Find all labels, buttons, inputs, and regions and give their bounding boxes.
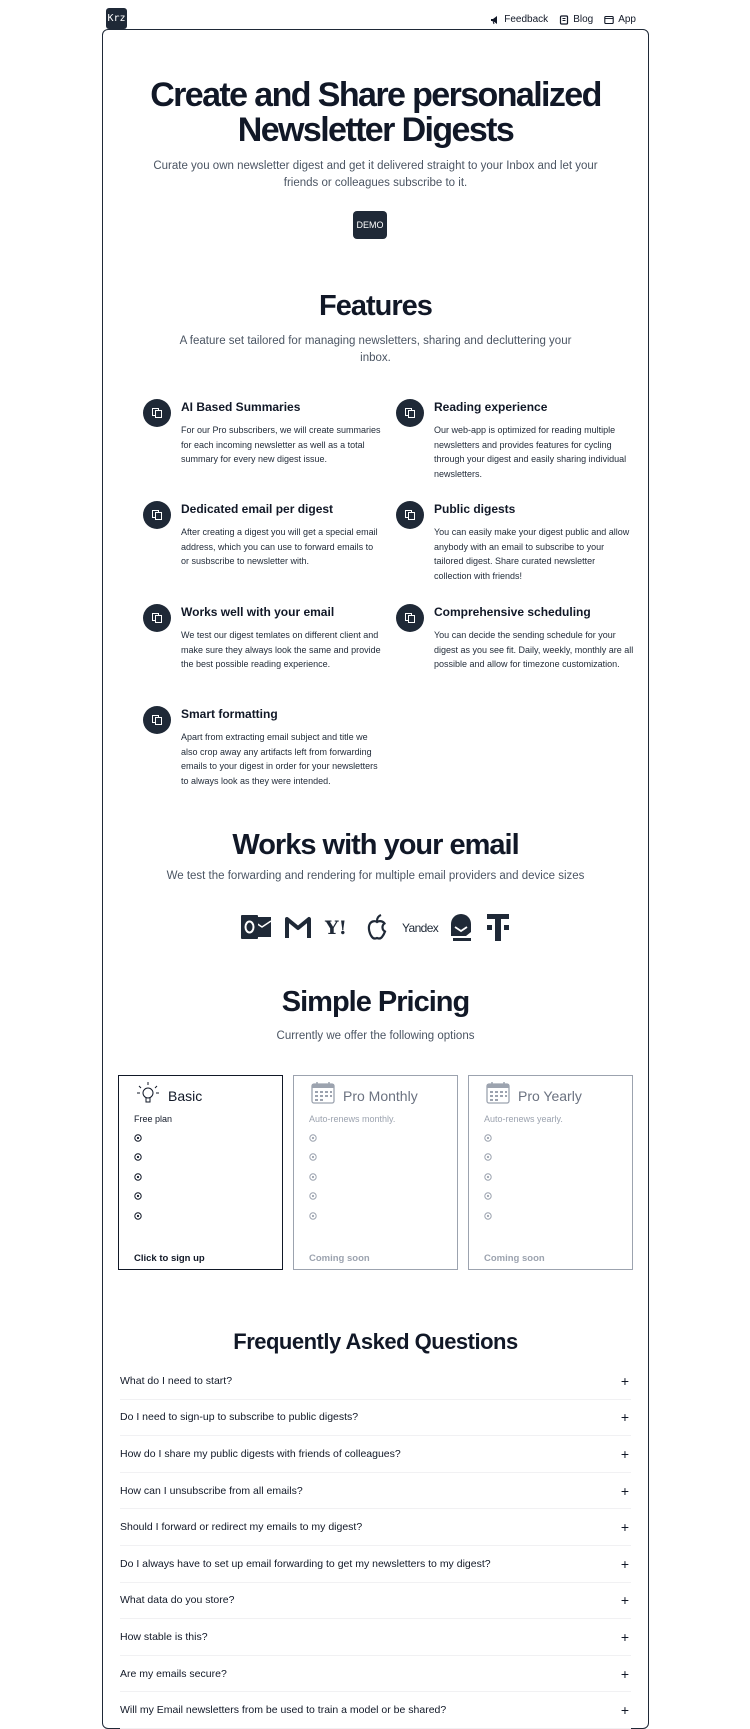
window-icon — [604, 15, 614, 25]
plan-features — [484, 1128, 492, 1226]
yandex-icon — [402, 912, 439, 942]
logo[interactable]: Krz — [106, 8, 127, 29]
check-circle-icon — [484, 1192, 492, 1200]
plan-feature — [484, 1167, 492, 1187]
faq-question: Will my Email newsletters from be used to train a model or be shared? — [120, 1704, 447, 1717]
plan-features — [134, 1128, 142, 1226]
check-circle-icon — [484, 1153, 492, 1161]
faq-item[interactable] — [120, 1583, 631, 1620]
copy-icon — [143, 399, 171, 427]
nav-app[interactable] — [604, 14, 636, 25]
feature-item — [181, 501, 381, 569]
features-title: Features — [319, 290, 432, 322]
svg-text:Yandex: Yandex — [402, 921, 439, 935]
check-circle-icon — [484, 1173, 492, 1181]
plan-card-pro-monthly — [293, 1075, 458, 1270]
faq-question: How stable is this? — [120, 1630, 208, 1643]
faq-question: Do I need to sign-up to subscribe to public digests? — [120, 1411, 359, 1424]
faq-question: Are my emails secure? — [120, 1667, 227, 1680]
plan-feature — [309, 1187, 317, 1207]
feature-text: You can decide the sending schedule for your digest as you see fit. Daily, weekly, monthly are all possible and allow for timezone customization. — [434, 630, 634, 670]
feature-item — [181, 604, 381, 672]
plan-feature — [134, 1148, 142, 1168]
feature-text: Our web-app is optimized for reading multiple newsletters and provides features for cycling through your digest and easily sharing individual newsletters. — [434, 425, 627, 479]
proton-icon — [449, 912, 473, 942]
faq-item[interactable] — [120, 1473, 631, 1510]
feature-item — [434, 399, 634, 481]
faq-item[interactable] — [120, 1436, 631, 1473]
feature-text: For our Pro subscribers, we will create summaries for each incoming newsletter as well as a total summary for every new digest issue. — [181, 425, 381, 465]
nav-app-label: App — [618, 14, 636, 25]
plus-icon[interactable]: + — [620, 1372, 630, 1389]
plan-card-basic[interactable] — [118, 1075, 283, 1270]
gmail-icon — [285, 912, 311, 942]
nav-feedback-label: Feedback — [504, 14, 549, 25]
tmobile-icon — [486, 912, 510, 942]
faq-item[interactable] — [120, 1546, 631, 1583]
check-circle-icon — [134, 1173, 142, 1181]
nav-blog-label: Blog — [573, 14, 594, 25]
feature-title: Works well with your email — [181, 605, 335, 619]
plan-feature — [484, 1148, 492, 1168]
copy-icon — [143, 604, 171, 632]
plan-feature — [309, 1167, 317, 1187]
plus-icon[interactable]: + — [620, 1665, 630, 1682]
faq-question: What do I need to start? — [120, 1374, 233, 1387]
check-circle-icon — [309, 1134, 317, 1142]
pricing-subtitle: Currently we offer the following options — [276, 1030, 475, 1042]
plan-feature — [309, 1128, 317, 1148]
outlook-icon — [240, 912, 272, 942]
faq-question: What data do you store? — [120, 1594, 235, 1607]
plan-name: Pro Yearly — [518, 1088, 582, 1104]
faq-item[interactable] — [120, 1363, 631, 1400]
plan-description: Auto-renews yearly. — [484, 1114, 563, 1124]
plan-name: Basic — [168, 1088, 203, 1104]
feature-text: You can easily make your digest public and allow anybody with an email to subscribe to your tailored digest. Share curated newsletter collection with friends! — [434, 527, 630, 581]
plan-coming-soon: Coming soon — [484, 1253, 545, 1264]
feature-text: Apart from extracting email subject and title we also crop away any artifacts left from forwarding emails to your digest in order for your newsletters to always look as they were intended. — [181, 732, 378, 786]
email-section-title: Works with your email — [232, 829, 519, 861]
plan-feature — [484, 1206, 492, 1226]
lightbulb-icon — [135, 1080, 161, 1106]
copy-icon — [396, 501, 424, 529]
plus-icon[interactable]: + — [620, 1592, 630, 1609]
check-circle-icon — [134, 1192, 142, 1200]
plus-icon[interactable]: + — [620, 1409, 630, 1426]
plan-name: Pro Monthly — [343, 1088, 418, 1104]
copy-icon — [396, 604, 424, 632]
plan-feature — [309, 1148, 317, 1168]
plan-description: Auto-renews monthly. — [309, 1114, 396, 1124]
plan-feature — [309, 1206, 317, 1226]
pricing-title: Simple Pricing — [281, 986, 470, 1018]
feature-text: After creating a digest you will get a special email address, which you can use to forward emails to or susbscribe to newsletter with. — [181, 527, 378, 567]
plus-icon[interactable]: + — [620, 1445, 630, 1462]
check-circle-icon — [484, 1134, 492, 1142]
feature-item — [181, 706, 381, 788]
email-providers — [240, 911, 510, 943]
check-circle-icon — [309, 1153, 317, 1161]
feature-title: Public digests — [434, 502, 516, 516]
faq-question: Should I forward or redirect my emails to my digest? — [120, 1521, 363, 1534]
plan-feature — [484, 1128, 492, 1148]
faq-question: How do I share my public digests with friends of colleagues? — [120, 1447, 401, 1460]
feature-title: Reading experience — [434, 400, 548, 414]
plus-icon[interactable]: + — [620, 1628, 630, 1645]
nav-feedback[interactable] — [490, 14, 548, 25]
email-section-subtitle: We test the forwarding and rendering for multiple email providers and device sizes — [166, 870, 585, 882]
plan-feature — [484, 1187, 492, 1207]
faq-item[interactable] — [120, 1400, 631, 1437]
copy-icon — [143, 501, 171, 529]
plus-icon[interactable]: + — [620, 1702, 630, 1719]
faq-item[interactable] — [120, 1509, 631, 1546]
plan-feature — [134, 1187, 142, 1207]
feature-item — [181, 399, 381, 467]
feature-title: Comprehensive scheduling — [434, 605, 591, 619]
plan-feature — [134, 1206, 142, 1226]
plan-description: Free plan — [134, 1114, 173, 1124]
nav-blog[interactable] — [559, 14, 593, 25]
faq-question: How can I unsubscribe from all emails? — [120, 1484, 303, 1497]
faq-question: Do I always have to set up email forwarding to get my newsletters to my digest? — [120, 1557, 491, 1570]
plus-icon[interactable]: + — [620, 1555, 630, 1572]
check-circle-icon — [309, 1212, 317, 1220]
apple-icon — [365, 912, 389, 942]
calendar-icon — [310, 1080, 336, 1106]
faq-item[interactable] — [120, 1656, 631, 1693]
check-circle-icon — [484, 1212, 492, 1220]
copy-icon — [143, 706, 171, 734]
feature-title: Smart formatting — [181, 707, 278, 721]
features-subtitle: A feature set tailored for managing newsletters, sharing and decluttering your inbox. — [179, 335, 572, 364]
feature-title: AI Based Summaries — [181, 400, 301, 414]
plan-feature — [134, 1167, 142, 1187]
faq-item[interactable] — [120, 1619, 631, 1656]
feature-item — [434, 604, 634, 672]
calendar-icon — [485, 1080, 511, 1106]
faq-item[interactable] — [120, 1692, 631, 1729]
plan-coming-soon: Coming soon — [309, 1253, 370, 1264]
hero-title-line1: Create and Share personalized — [150, 76, 601, 114]
svg-text:Y!: Y! — [325, 917, 347, 939]
plus-icon[interactable]: + — [620, 1519, 630, 1536]
feature-title: Dedicated email per digest — [181, 502, 334, 516]
check-circle-icon — [134, 1134, 142, 1142]
hero-title-line2: Newsletter Digests — [237, 111, 514, 149]
top-nav — [484, 14, 636, 25]
faq-title: Frequently Asked Questions — [233, 1329, 518, 1354]
book-icon — [559, 15, 569, 25]
plan-features — [309, 1128, 317, 1226]
check-circle-icon — [134, 1212, 142, 1220]
plan-signup-link[interactable]: Click to sign up — [134, 1253, 205, 1264]
check-circle-icon — [309, 1173, 317, 1181]
hero-subtitle: Curate you own newsletter digest and get it delivered straight to your Inbox and let your friends or colleagues subscribe to it. — [153, 160, 598, 189]
megaphone-icon — [490, 15, 500, 25]
feature-item — [434, 501, 634, 583]
hero-title — [102, 78, 649, 148]
check-circle-icon — [134, 1153, 142, 1161]
plus-icon[interactable]: + — [620, 1482, 630, 1499]
plan-feature — [134, 1128, 142, 1148]
demo-button[interactable]: DEMO — [353, 211, 387, 239]
faq-list — [120, 1363, 631, 1729]
yahoo-icon — [324, 912, 352, 942]
check-circle-icon — [309, 1192, 317, 1200]
plan-card-pro-yearly — [468, 1075, 633, 1270]
copy-icon — [396, 399, 424, 427]
feature-text: We test our digest temlates on different client and make sure they always look the same and provide the best possible reading experience. — [181, 630, 381, 670]
